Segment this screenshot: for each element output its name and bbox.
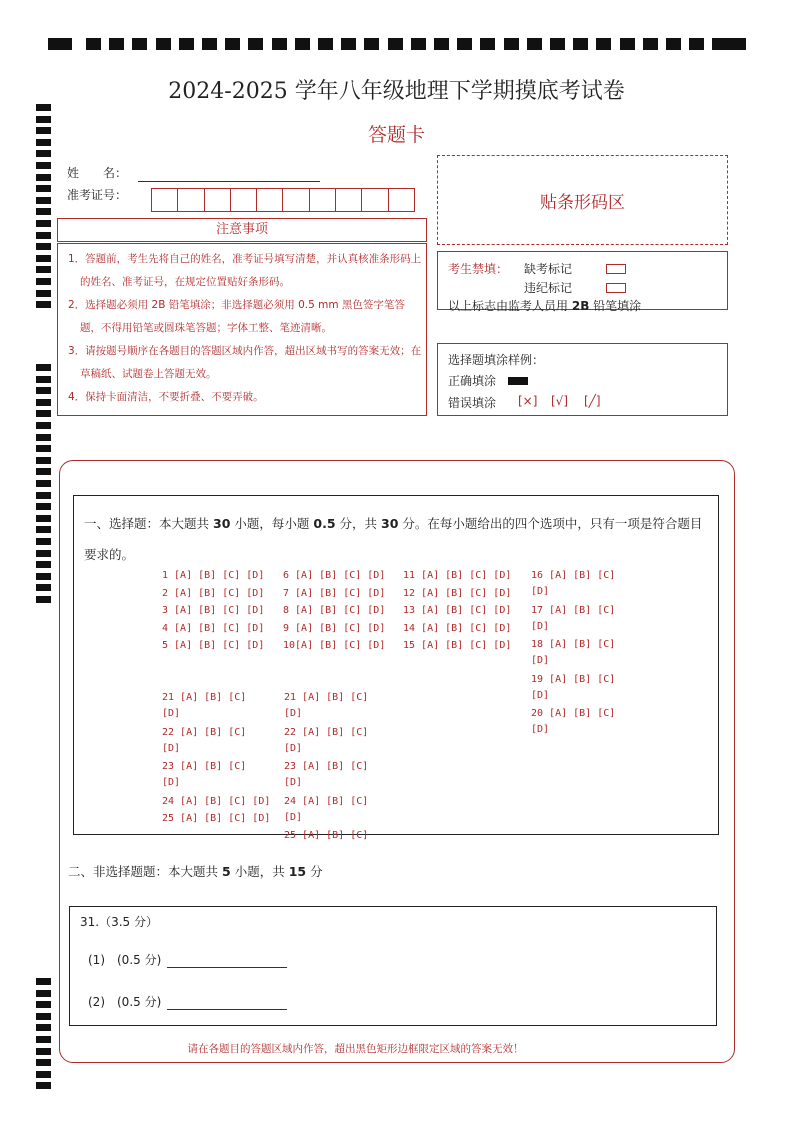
absent-checkbox[interactable] (606, 264, 626, 274)
timing-mark (248, 38, 263, 50)
timing-mark (36, 410, 51, 417)
choice-row[interactable]: [D] (162, 777, 181, 788)
choice-row[interactable]: [D] (531, 586, 550, 597)
choice-row[interactable]: 14 [A] [B] [C] [D] (403, 622, 512, 634)
choice-row[interactable]: 10[A] [B] [C] [D] (283, 640, 386, 651)
timing-mark (86, 38, 101, 50)
timing-mark (364, 38, 379, 50)
timing-mark (36, 445, 51, 452)
timing-mark (36, 174, 51, 181)
note-prefix: 以上标志由监考人员用 (448, 299, 569, 313)
timing-mark (620, 38, 635, 50)
timing-mark (388, 38, 403, 50)
choice-row[interactable]: 11 [A] [B] [C] [D] (403, 570, 512, 581)
timing-marks-top (48, 38, 746, 52)
timing-mark (36, 468, 51, 475)
choice-row[interactable]: 24 [A] [B] [C] (284, 795, 369, 807)
timing-mark (36, 162, 51, 169)
s1-count: 30 (213, 516, 231, 531)
timing-mark (550, 38, 565, 50)
q31-title: 31.（3.5 分） (80, 915, 158, 929)
choice-row[interactable]: 13 [A] [B] [C] [D] (403, 605, 512, 616)
timing-mark (36, 434, 51, 441)
timing-mark (36, 573, 51, 580)
timing-mark (36, 208, 51, 215)
id-cell[interactable] (283, 189, 309, 211)
section1-box (73, 495, 719, 841)
wrong-mark: [╱] (584, 394, 601, 408)
choice-row[interactable]: 25 [A] [B] [C] (284, 830, 369, 841)
q31-part1 (88, 951, 287, 968)
s2-prefix: 二、非选择题题：本大题共 (68, 864, 219, 879)
correct-fill-sample (508, 377, 528, 385)
s2-mid: 小题，共 (234, 864, 285, 879)
q31-part1-label: (1) (0.5 分) (88, 953, 162, 967)
timing-mark (36, 364, 51, 371)
timing-mark (411, 38, 426, 50)
timing-mark (179, 38, 194, 50)
choice-row[interactable]: 25 [A] [B] [C] [D] (162, 813, 271, 824)
choice-row[interactable]: 23 [A] [B] [C] (162, 761, 247, 772)
wrong-mark: [×] (518, 394, 538, 408)
timing-mark (36, 1059, 51, 1066)
id-cell[interactable] (257, 189, 283, 211)
exam-status-note (448, 297, 641, 314)
timing-mark (36, 232, 51, 239)
absent-label: 缺考标记 (524, 262, 573, 276)
page-subtitle: 答题卡 (367, 124, 425, 146)
q31-part2 (88, 993, 287, 1010)
timing-mark (596, 38, 611, 50)
timing-mark (36, 584, 51, 591)
timing-mark (36, 596, 51, 603)
timing-mark (36, 278, 51, 285)
timing-mark (318, 38, 333, 50)
timing-mark (36, 503, 51, 510)
id-cell[interactable] (389, 189, 414, 211)
choice-row[interactable]: [D] (531, 620, 550, 632)
timing-mark (36, 197, 51, 204)
choice-row[interactable]: [D] (531, 724, 550, 735)
q31-part2-label: (2) (0.5 分) (88, 995, 162, 1009)
timing-mark (36, 990, 51, 997)
timing-mark (36, 387, 51, 394)
timing-mark (434, 38, 449, 50)
choice-row[interactable]: [D] (531, 689, 550, 701)
timing-mark (504, 38, 519, 50)
id-cell[interactable] (310, 189, 336, 211)
s2-total: 15 (288, 864, 307, 879)
q31-part1-answer-line[interactable] (167, 955, 287, 968)
timing-mark (295, 38, 310, 50)
notice-item: 1．答题前，考生先将自己的姓名，准考证号填写清楚，并认真核准条形码上的姓名、准考证号，在规定位置贴好条形码。 (68, 253, 422, 288)
notice-item: 4．保持卡面清洁，不要折叠、不要弄破。 (68, 391, 264, 403)
id-cell[interactable] (152, 189, 178, 211)
timing-mark (643, 38, 658, 50)
notice-heading: 注意事项 (57, 218, 427, 242)
choice-row[interactable]: 6 [A] [B] [C] [D] (283, 570, 386, 581)
choice-row[interactable]: 22 [A] [B] [C] (162, 726, 247, 738)
id-cell[interactable] (178, 189, 204, 211)
timing-mark (36, 492, 51, 499)
choice-row[interactable]: 19 [A] [B] [C] (531, 673, 616, 685)
choice-row[interactable]: [D] (162, 708, 181, 719)
s1-total: 30 (381, 516, 399, 531)
id-cell[interactable] (205, 189, 231, 211)
notice-item: 2．选择题必须用 2B 铅笔填涂；非选择题必须用 0.5 mm 黑色签字笔答题，不得用铅笔或圆珠笔答题；字体工整、笔迹清晰。 (68, 299, 405, 334)
choice-row[interactable]: 9 [A] [B] [C] [D] (283, 622, 386, 634)
id-cell[interactable] (231, 189, 257, 211)
name-label: 姓 名： (67, 166, 128, 180)
s1-mid1: 小题，每小题 (234, 516, 310, 531)
id-cell[interactable] (336, 189, 362, 211)
s1-each: 0.5 (313, 516, 336, 531)
choice-row[interactable]: 2 [A] [B] [C] [D] (162, 587, 265, 599)
choice-row[interactable]: 3 [A] [B] [C] [D] (162, 605, 265, 616)
choice-row[interactable]: 23 [A] [B] [C] (284, 761, 369, 772)
section1-instructions (84, 508, 714, 570)
timing-mark (573, 38, 588, 50)
choice-row[interactable]: [D] (284, 708, 303, 719)
timing-mark (36, 376, 51, 383)
choice-row[interactable]: [D] (162, 742, 181, 754)
timing-mark (36, 266, 51, 273)
timing-mark (457, 38, 472, 50)
id-number-boxes[interactable] (151, 188, 415, 212)
choice-row[interactable]: 1 [A] [B] [C] [D] (162, 570, 265, 581)
barcode-area (437, 155, 728, 245)
section2-title (68, 862, 323, 880)
timing-mark (722, 38, 746, 50)
timing-mark (225, 38, 240, 50)
timing-mark (156, 38, 171, 50)
timing-mark (272, 38, 287, 50)
timing-mark (480, 38, 495, 50)
note-suffix: 铅笔填涂 (593, 299, 642, 313)
s2-suffix: 分 (310, 864, 323, 879)
barcode-label: 贴条形码区 (540, 192, 625, 213)
id-cell[interactable] (362, 189, 388, 211)
timing-mark (666, 38, 681, 50)
wrong-mark: [√] (551, 394, 569, 408)
timing-mark (36, 301, 51, 308)
timing-mark (36, 1024, 51, 1031)
timing-mark (36, 1001, 51, 1008)
question-31-box (69, 906, 717, 1026)
timing-mark (36, 1082, 51, 1089)
timing-mark (36, 243, 51, 250)
timing-mark (36, 185, 51, 192)
wrong-fill-label: 错误填涂 (448, 396, 497, 410)
choice-row[interactable]: 4 [A] [B] [C] [D] (162, 622, 265, 634)
choice-row[interactable]: [D] (284, 811, 303, 823)
choice-row[interactable]: 7 [A] [B] [C] [D] (283, 587, 386, 599)
notice-item: 3．请按题号顺序在各题目的答题区域内作答，超出区域书写的答案无效；在草稿纸、试题卷上答题无效。 (68, 345, 422, 380)
timing-mark (36, 480, 51, 487)
choice-row[interactable]: 8 [A] [B] [C] [D] (283, 605, 386, 616)
choice-row[interactable]: 22 [A] [B] [C] (284, 726, 369, 738)
timing-mark (132, 38, 147, 50)
choice-row[interactable]: 21 [A] [B] [C] (162, 692, 247, 703)
timing-mark (48, 38, 72, 50)
timing-mark (527, 38, 542, 50)
timing-mark (109, 38, 124, 50)
correct-fill-label: 正确填涂 (448, 374, 497, 388)
page-title: 2024-2025 学年八年级地理下学期摸底考试卷 (168, 79, 625, 104)
s2-count: 5 (222, 864, 231, 879)
timing-mark (36, 422, 51, 429)
notice-body (57, 243, 427, 416)
choice-row[interactable]: 15 [A] [B] [C] [D] (403, 640, 512, 651)
violation-checkbox[interactable] (606, 283, 626, 293)
timing-mark (36, 515, 51, 522)
timing-mark (36, 538, 51, 545)
timing-mark (36, 1071, 51, 1078)
id-label: 准考证号： (67, 188, 128, 202)
timing-mark (689, 38, 704, 50)
choice-row[interactable]: 18 [A] [B] [C] (531, 639, 616, 650)
timing-mark (36, 561, 51, 568)
choice-row[interactable]: 5 [A] [B] [C] [D] (162, 640, 265, 651)
footer-warning: 请在各题目的答题区域内作答，超出黑色矩形边框限定区域的答案无效！ (187, 1043, 524, 1055)
timing-mark (36, 1013, 51, 1020)
violation-label: 违纪标记 (524, 281, 573, 295)
choice-row[interactable]: 16 [A] [B] [C] (531, 570, 616, 581)
q31-part2-answer-line[interactable] (167, 997, 287, 1010)
name-field[interactable] (138, 180, 320, 182)
choice-row[interactable]: [D] (531, 655, 550, 666)
s1-mid2: 分，共 (339, 516, 378, 531)
s1-suffix: 分。在每小题给出的四个选项中，只有一项是符合题目要求的。 (84, 516, 703, 562)
timing-mark (36, 290, 51, 297)
timing-mark (36, 255, 51, 262)
s1-prefix: 一、选择题：本大题共 (84, 516, 210, 531)
choice-row[interactable]: 24 [A] [B] [C] [D] (162, 796, 271, 807)
timing-mark (36, 399, 51, 406)
timing-mark (36, 457, 51, 464)
choice-row[interactable]: [D] (284, 777, 303, 788)
choice-row[interactable]: 21 [A] [B] [C] (284, 692, 369, 703)
exam-status-label: 考生禁填： (448, 262, 509, 276)
timing-mark (341, 38, 356, 50)
choice-row[interactable]: 12 [A] [B] [C] [D] (403, 587, 512, 599)
timing-mark (36, 104, 51, 111)
note-bold: 2B (571, 299, 590, 313)
timing-mark (36, 150, 51, 157)
timing-mark (36, 526, 51, 533)
fill-example-box (437, 343, 728, 416)
exam-status-box (437, 251, 728, 313)
timing-mark (202, 38, 217, 50)
choice-row[interactable]: 20 [A] [B] [C] (531, 708, 616, 719)
timing-mark (36, 978, 51, 985)
timing-mark (36, 550, 51, 557)
fill-example-title: 选择题填涂样例： (448, 353, 545, 367)
choice-row[interactable]: 17 [A] [B] [C] (531, 604, 616, 616)
choice-row[interactable]: [D] (284, 742, 303, 754)
timing-mark (36, 220, 51, 227)
